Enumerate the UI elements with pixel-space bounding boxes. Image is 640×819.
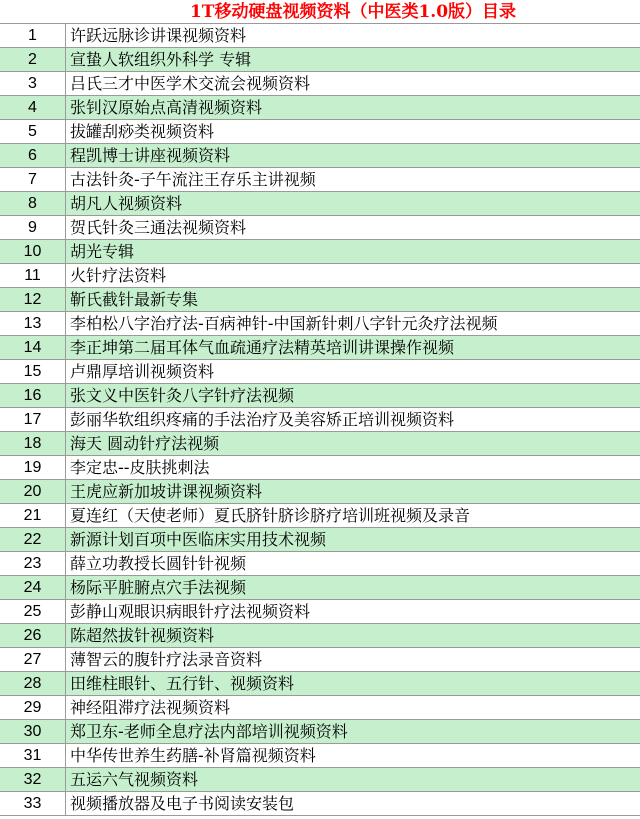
item-number: 3: [0, 72, 66, 95]
item-number: 13: [0, 312, 66, 335]
list-item: [0, 192, 640, 216]
list-item: [0, 768, 640, 792]
list-item: [0, 96, 640, 120]
item-title: 彭静山观眼识病眼针疗法视频资料: [70, 602, 311, 621]
list-item: [0, 408, 640, 432]
item-number: 22: [0, 528, 66, 551]
item-title: 李正坤第二届耳体气血疏通疗法精英培训讲课操作视频: [70, 338, 455, 357]
list-item: [0, 528, 640, 552]
item-number: 4: [0, 96, 66, 119]
item-number: 10: [0, 240, 66, 263]
item-title: 火针疗法资料: [70, 266, 167, 285]
item-title: 陈超然拔针视频资料: [70, 626, 215, 645]
list-item: [0, 672, 640, 696]
item-title: 薄智云的腹针疗法录音资料: [70, 650, 263, 669]
catalog-title: 1T移动硬盘视频资料（中医类1.0版）目录: [189, 2, 517, 22]
item-number: 32: [0, 768, 66, 791]
list-item: [0, 720, 640, 744]
list-item: [0, 504, 640, 528]
item-number: 30: [0, 720, 66, 743]
list-item: [0, 456, 640, 480]
item-number: 21: [0, 504, 66, 527]
list-item: [0, 24, 640, 48]
item-number: 5: [0, 120, 66, 143]
list-item: [0, 336, 640, 360]
list-item: [0, 432, 640, 456]
item-number: 24: [0, 576, 66, 599]
list-item: [0, 480, 640, 504]
item-title: 海天 圆动针疗法视频: [70, 434, 220, 453]
item-number: 8: [0, 192, 66, 215]
list-item: [0, 48, 640, 72]
title-row: [0, 0, 640, 24]
item-title: 贺氏针灸三通法视频资料: [70, 218, 247, 237]
item-title: 吕氏三才中医学术交流会视频资料: [70, 74, 311, 93]
item-number: 33: [0, 792, 66, 815]
item-number: 9: [0, 216, 66, 239]
item-title: 薛立功教授长圆针针视频: [70, 554, 247, 573]
item-title: 张钊汉原始点高清视频资料: [70, 98, 263, 117]
item-title: 中华传世养生药膳-补肾篇视频资料: [70, 746, 316, 765]
item-title: 李定忠--皮肤挑刺法: [70, 458, 210, 477]
list-item: [0, 216, 640, 240]
item-number: 19: [0, 456, 66, 479]
item-title: 古法针灸-子午流注王存乐主讲视频: [70, 170, 316, 189]
item-number: 20: [0, 480, 66, 503]
item-title: 彭丽华软组织疼痛的手法治疗及美容矫正培训视频资料: [70, 410, 455, 429]
list-item: [0, 552, 640, 576]
item-title: 夏连红（天使老师）夏氏脐针脐诊脐疗培训班视频及录音: [70, 506, 471, 525]
item-number: 17: [0, 408, 66, 431]
item-title: 王虎应新加坡讲课视频资料: [70, 482, 263, 501]
item-title: 拔罐刮痧类视频资料: [70, 122, 215, 141]
item-number: 16: [0, 384, 66, 407]
item-number: 7: [0, 168, 66, 191]
list-item: [0, 384, 640, 408]
item-number: 26: [0, 624, 66, 647]
item-number: 12: [0, 288, 66, 311]
item-title: 神经阻滞疗法视频资料: [70, 698, 231, 717]
list-item: [0, 144, 640, 168]
item-number: 31: [0, 744, 66, 767]
item-title: 视频播放器及电子书阅读安装包: [70, 794, 295, 813]
item-title: 李柏松八字治疗法-百病神针-中国新针刺八字针元灸疗法视频: [70, 314, 498, 333]
item-number: 6: [0, 144, 66, 167]
catalog-list: [0, 24, 640, 816]
item-number: 18: [0, 432, 66, 455]
item-number: 28: [0, 672, 66, 695]
item-title: 杨际平脏腑点穴手法视频: [70, 578, 247, 597]
item-title: 新源计划百项中医临床实用技术视频: [70, 530, 327, 549]
list-item: [0, 312, 640, 336]
item-number: 14: [0, 336, 66, 359]
item-number: 25: [0, 600, 66, 623]
item-number: 11: [0, 264, 66, 287]
list-item: [0, 120, 640, 144]
item-number: 1: [0, 24, 66, 47]
list-item: [0, 744, 640, 768]
item-number: 15: [0, 360, 66, 383]
list-item: [0, 624, 640, 648]
item-title: 许跃远脉诊讲课视频资料: [70, 26, 247, 45]
item-title: 田维柱眼针、五行针、视频资料: [70, 674, 295, 693]
item-number: 27: [0, 648, 66, 671]
list-item: [0, 288, 640, 312]
list-item: [0, 648, 640, 672]
item-title: 五运六气视频资料: [70, 770, 199, 789]
list-item: [0, 72, 640, 96]
item-title: 程凯博士讲座视频资料: [70, 146, 231, 165]
list-item: [0, 792, 640, 816]
item-number: 23: [0, 552, 66, 575]
list-item: [0, 168, 640, 192]
item-number: 29: [0, 696, 66, 719]
item-title: 郑卫东-老师全息疗法内部培训视频资料: [70, 722, 348, 741]
list-item: [0, 600, 640, 624]
list-item: [0, 264, 640, 288]
item-title: 胡光专辑: [70, 242, 135, 261]
item-number: 2: [0, 48, 66, 71]
item-title: 张文义中医针灸八字针疗法视频: [70, 386, 295, 405]
list-item: [0, 576, 640, 600]
item-title: 胡凡人视频资料: [70, 194, 183, 213]
item-title: 靳氏截针最新专集: [70, 290, 199, 309]
list-item: [0, 240, 640, 264]
item-title: 宣蛰人软组织外科学 专辑: [70, 50, 252, 69]
list-item: [0, 360, 640, 384]
item-title: 卢鼎厚培训视频资料: [70, 362, 215, 381]
list-item: [0, 696, 640, 720]
